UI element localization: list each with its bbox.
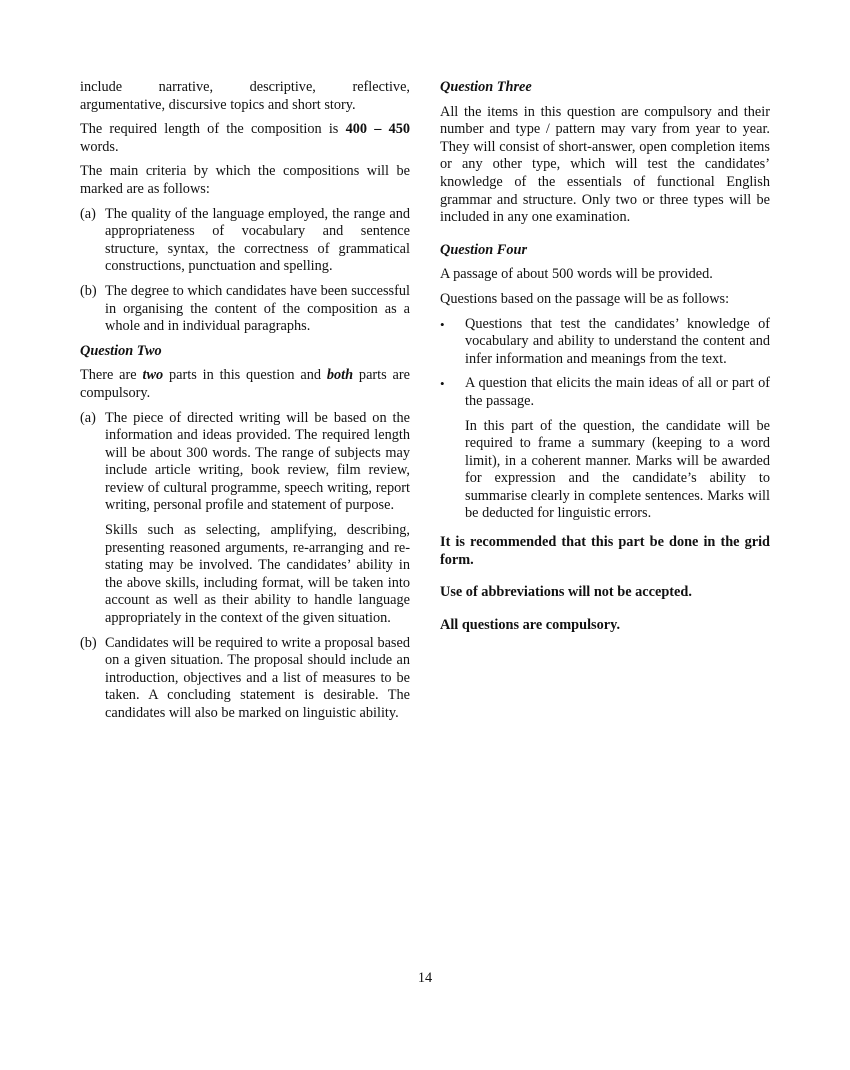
criteria-item-a bbox=[80, 206, 410, 276]
q2-intro-mid: parts in this question and bbox=[163, 367, 327, 384]
q2-marker-a: (a) bbox=[80, 409, 96, 426]
bullet-2-paragraph-2: In this part of the question, the candidate will be required to frame a summary (keeping to a word limit), in a coherent manner. Marks will be awarded for expression and the candidate’s ability to summarise clearly in complete sentences. Marks will be deducted for linguistic errors. bbox=[465, 417, 770, 522]
bullet-body-2 bbox=[465, 375, 770, 523]
question-four-heading: Question Four bbox=[440, 241, 528, 258]
q2-a-paragraph-2: Skills such as selecting, amplifying, describing, presenting reasoned arguments, re-arranging and re-stating may be involved. The candidates’ ability in the above skills, including format, will be taken into account as well as their ability to handle language appropriately in the context of the given situation. bbox=[105, 522, 410, 627]
intro-line-2: argumentative, discursive topics and short story. bbox=[80, 96, 356, 113]
right-column bbox=[440, 79, 770, 634]
question-four-paragraph-2: Questions based on the passage will be as follows: bbox=[440, 290, 730, 307]
intro-line-1: include narrative, descriptive, reflective, bbox=[80, 79, 410, 95]
bullet-item-2 bbox=[440, 375, 770, 523]
page-number: 14 bbox=[417, 970, 433, 986]
bullet-text-1: Questions that test the candidates’ knowledge of vocabulary and ability to understand the content and infer information and meanings from the text. bbox=[465, 315, 770, 367]
length-text-post: words. bbox=[80, 138, 119, 155]
abbreviations-note: Use of abbreviations will not be accepted. bbox=[440, 584, 692, 601]
criteria-intro: The main criteria by which the compositions will be marked are as follows: bbox=[80, 163, 410, 197]
q2-a-paragraph-1: The piece of directed writing will be based on the information and ideas provided. The required length will be about 300 words. The range of subjects may include article writing, book review, film review, review of cultural programme, speech writing, report writing, personal profile and statement of purpose. bbox=[105, 409, 410, 514]
length-range: 400 – 450 bbox=[345, 121, 411, 138]
q2-intro-post: parts are compulsory. bbox=[80, 367, 410, 401]
question-three-text: All the items in this question are compulsory and their number and type / pattern may vary from year to year. They will consist of short-answer, open completion items or any other type, which will test the candidates’ knowledge of the essentials of functional English grammar and structure. Only two or three types will be included in any one examination. bbox=[440, 103, 770, 226]
q2-b-text: Candidates will be required to write a proposal based on a given situation. The proposal should include an introduction, objectives and a list of measures to be taken. A concluding statement is desirable. The candidates will also be marked on linguistic ability. bbox=[105, 634, 410, 721]
question-four-paragraph-1: A passage of about 500 words will be provided. bbox=[440, 266, 713, 283]
recommendation-note: It is recommended that this part be done in the grid form. bbox=[440, 534, 770, 568]
length-paragraph bbox=[80, 121, 410, 156]
q2-intro-two: two bbox=[142, 367, 164, 384]
bullet-icon: • bbox=[440, 316, 445, 332]
question-two-item-b bbox=[80, 635, 410, 723]
criteria-marker-b: (b) bbox=[80, 282, 97, 299]
criteria-text-a: The quality of the language employed, the range and appropriateness of vocabulary and sentence structure, syntax, the correctness of grammatical constructions, punctuation and spelling. bbox=[105, 205, 410, 275]
criteria-marker-a: (a) bbox=[80, 205, 96, 222]
bullet-icon: • bbox=[440, 376, 445, 392]
bullet-item-1 bbox=[440, 316, 770, 369]
q2-body-a bbox=[105, 410, 410, 628]
criteria-text-b: The degree to which candidates have been successful in organising the content of the composition as a whole and in individual paragraphs. bbox=[105, 282, 410, 335]
question-two-item-a bbox=[80, 410, 410, 628]
left-column bbox=[80, 79, 410, 730]
question-three-heading: Question Three bbox=[440, 79, 532, 95]
question-two-intro bbox=[80, 367, 410, 402]
length-text-pre: The required length of the composition is bbox=[80, 121, 346, 138]
q2-intro-pre: There are bbox=[80, 367, 143, 384]
bullet-2-paragraph-1: A question that elicits the main ideas of all or part of the passage. bbox=[465, 375, 770, 409]
question-two-heading: Question Two bbox=[80, 342, 162, 359]
q2-marker-b: (b) bbox=[80, 634, 97, 651]
q2-intro-both: both bbox=[326, 367, 354, 384]
criteria-item-b bbox=[80, 283, 410, 336]
compulsory-note: All questions are compulsory. bbox=[440, 616, 621, 633]
intro-paragraph bbox=[80, 79, 410, 114]
